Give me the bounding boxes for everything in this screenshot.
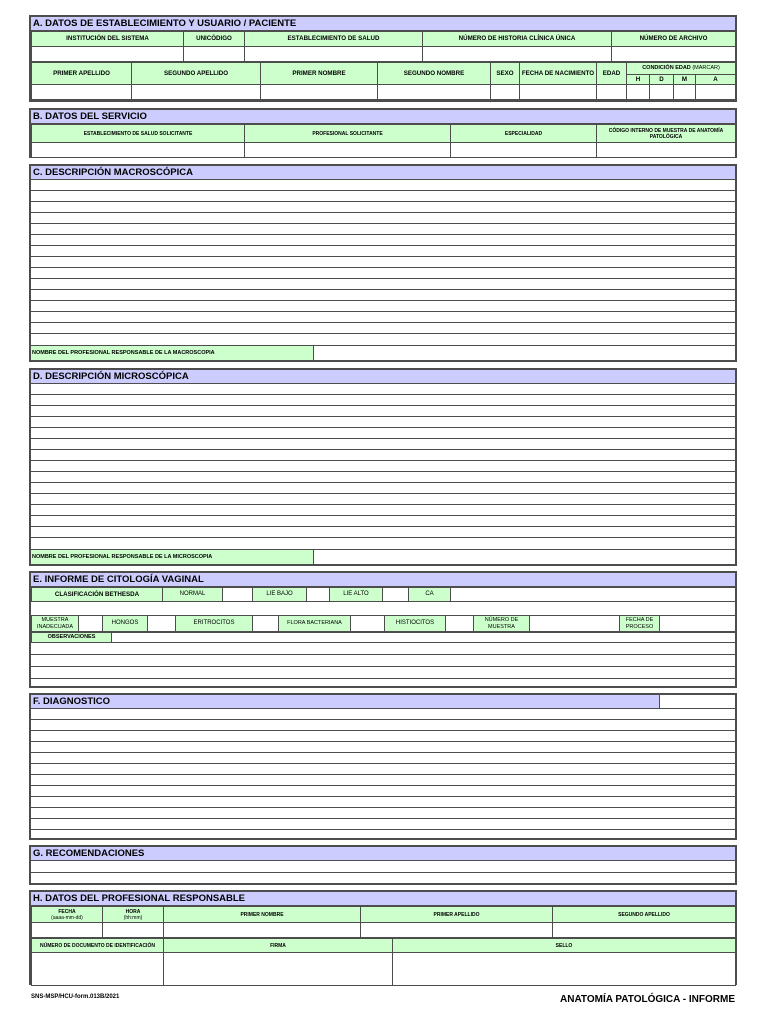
age-days-checkbox[interactable] [650, 85, 674, 100]
section-f-code-field[interactable] [660, 695, 735, 708]
fungi-label: HONGOS [103, 616, 148, 632]
professional-first-surname-label: PRIMER APELLIDO [361, 907, 553, 923]
sample-number-label: NÚMERO DE MUESTRA [474, 616, 530, 632]
archive-number-field[interactable] [612, 47, 736, 62]
section-c [29, 164, 737, 362]
section-f [29, 693, 737, 840]
lie-low-checkbox[interactable] [307, 588, 330, 602]
macroscopy-responsible-label: NOMBRE DEL PROFESIONAL RESPONSABLE DE LA MACROSCOPIA [31, 346, 314, 360]
histiocytes-checkbox[interactable] [446, 616, 474, 632]
lie-low-label: LIE BAJO [253, 588, 307, 602]
professional-first-surname-field[interactable] [361, 923, 553, 938]
section-c-title: C. DESCRIPCIÓN MACROSCÓPICA [31, 166, 735, 180]
service-table [31, 124, 736, 158]
macroscopic-description-area[interactable] [31, 180, 735, 345]
diagnosis-area[interactable] [31, 709, 735, 841]
id-document-label: NÚMERO DE DOCUMENTO DE IDENTIFICACIÓN [32, 939, 164, 953]
age-hours-label: H [627, 75, 650, 85]
microscopic-description-area[interactable] [31, 384, 735, 549]
time-label [103, 907, 164, 923]
section-e [29, 571, 737, 688]
observations-area[interactable] [31, 643, 735, 691]
section-g [29, 845, 737, 885]
second-name-field[interactable] [378, 85, 491, 100]
age-months-checkbox[interactable] [674, 85, 696, 100]
section-g-title: G. RECOMENDACIONES [31, 847, 735, 861]
lie-high-checkbox[interactable] [383, 588, 409, 602]
id-document-field[interactable] [32, 953, 164, 986]
observations-table [31, 632, 736, 643]
bacterial-flora-label: FLORA BACTERIANA [279, 616, 351, 632]
findings-table [31, 615, 736, 632]
requesting-professional-field[interactable] [245, 143, 451, 158]
section-h-title: H. DATOS DEL PROFESIONAL RESPONSABLE [31, 892, 735, 906]
time-label-text: HORA [125, 908, 141, 915]
birth-date-label: FECHA DE NACIMIENTO [520, 63, 597, 85]
recommendations-area[interactable] [31, 861, 735, 884]
age-condition-text: CONDICIÓN EDAD [642, 65, 691, 72]
establishment-label: ESTABLECIMIENTO DE SALUD [245, 32, 423, 47]
age-hours-checkbox[interactable] [627, 85, 650, 100]
internal-sample-code-label: CÓDIGO INTERNO DE MUESTRA DE ANATOMÍA PATOLÓGICA [597, 125, 736, 143]
microscopy-responsible-row [31, 549, 735, 564]
section-b [29, 108, 737, 158]
section-f-title: F. DIAGNOSTICO [31, 695, 660, 708]
professional-signature-table [31, 938, 736, 986]
sample-number-field[interactable] [530, 616, 620, 632]
stamp-label: SELLO [393, 939, 736, 953]
process-date-field[interactable] [660, 616, 736, 632]
patient-id-table [31, 31, 736, 62]
professional-first-name-label: PRIMER NOMBRE [164, 907, 361, 923]
specialty-label: ESPECIALIDAD [451, 125, 597, 143]
section-b-title: B. DATOS DEL SERVICIO [31, 110, 735, 124]
professional-second-surname-field[interactable] [553, 923, 736, 938]
ca-checkbox[interactable] [451, 588, 736, 602]
time-format-hint: (hh:mm) [123, 914, 143, 921]
microscopy-responsible-label: NOMBRE DEL PROFESIONAL RESPONSABLE DE LA MICROSCOPIA [31, 550, 314, 564]
histiocytes-label: HISTIOCITOS [385, 616, 446, 632]
institution-label: INSTITUCIÓN DEL SISTEMA [32, 32, 184, 47]
section-a-title: A. DATOS DE ESTABLECIMIENTO Y USUARIO / PACIENTE [31, 17, 735, 31]
age-condition-label [627, 63, 736, 75]
section-d [29, 368, 737, 566]
professional-second-surname-label: SEGUNDO APELLIDO [553, 907, 736, 923]
time-field[interactable] [103, 923, 164, 938]
sex-field[interactable] [491, 85, 520, 100]
patient-name-table [31, 62, 736, 100]
first-name-field[interactable] [261, 85, 378, 100]
inadequate-sample-label: MUESTRA INADECUADA [32, 616, 79, 632]
inadequate-sample-checkbox[interactable] [79, 616, 103, 632]
specialty-field[interactable] [451, 143, 597, 158]
age-label: EDAD [597, 63, 627, 85]
second-surname-field[interactable] [132, 85, 261, 100]
date-label [32, 907, 103, 923]
normal-label: NORMAL [163, 588, 223, 602]
signature-field[interactable] [164, 953, 393, 986]
clinical-history-label: NÚMERO DE HISTORIA CLÍNICA ÚNICA [423, 32, 612, 47]
section-e-title: E. INFORME DE CITOLOGÍA VAGINAL [31, 573, 735, 587]
establishment-field[interactable] [245, 47, 423, 62]
age-months-label: M [674, 75, 696, 85]
signature-label: FIRMA [164, 939, 393, 953]
age-years-label: A [696, 75, 736, 85]
unicodigo-label: UNICÓDIGO [184, 32, 245, 47]
age-field[interactable] [597, 85, 627, 100]
microscopy-responsible-field[interactable] [314, 550, 735, 564]
section-f-title-row [31, 695, 735, 709]
age-condition-mark-note: (MARCAR) [692, 65, 720, 72]
second-surname-label: SEGUNDO APELLIDO [132, 63, 261, 85]
requesting-establishment-label: ESTABLECIMIENTO DE SALUD SOLICITANTE [32, 125, 245, 143]
date-label-text: FECHA [58, 908, 76, 915]
sex-label: SEXO [491, 63, 520, 85]
observations-field-1[interactable] [112, 633, 736, 643]
unicodigo-field[interactable] [184, 47, 245, 62]
ca-label: CA [409, 588, 451, 602]
form-name: ANATOMÍA PATOLÓGICA - INFORME [560, 994, 735, 1005]
bethesda-table [31, 587, 736, 602]
section-d-title: D. DESCRIPCIÓN MICROSCÓPICA [31, 370, 735, 384]
first-surname-label: PRIMER APELLIDO [32, 63, 132, 85]
requesting-establishment-field[interactable] [32, 143, 245, 158]
professional-first-name-field[interactable] [164, 923, 361, 938]
section-a [29, 15, 737, 102]
citology-spacer [31, 602, 735, 615]
institution-field[interactable] [32, 47, 184, 62]
professional-table [31, 906, 736, 938]
requesting-professional-label: PROFESIONAL SOLICITANTE [245, 125, 451, 143]
stamp-field[interactable] [393, 953, 736, 986]
first-surname-field[interactable] [32, 85, 132, 100]
bacterial-flora-checkbox[interactable] [351, 616, 385, 632]
date-field[interactable] [32, 923, 103, 938]
form-code: SNS-MSP/HCU-form.013B/2021 [31, 994, 120, 1000]
clinical-history-field[interactable] [423, 47, 612, 62]
age-years-checkbox[interactable] [696, 85, 736, 100]
normal-checkbox[interactable] [223, 588, 253, 602]
bethesda-label: CLASIFICACIÓN BETHESDA [32, 588, 163, 602]
fungi-checkbox[interactable] [148, 616, 176, 632]
age-days-label: D [650, 75, 674, 85]
macroscopy-responsible-field[interactable] [314, 346, 735, 360]
macroscopy-responsible-row [31, 345, 735, 360]
date-format-hint: (aaaa-mm-dd) [51, 914, 83, 921]
second-name-label: SEGUNDO NOMBRE [378, 63, 491, 85]
section-h [29, 890, 737, 985]
erythrocytes-checkbox[interactable] [253, 616, 279, 632]
archive-number-label: NÚMERO DE ARCHIVO [612, 32, 736, 47]
process-date-label: FECHA DE PROCESO [620, 616, 660, 632]
lie-high-label: LIE ALTO [330, 588, 383, 602]
observations-label: OBSERVACIONES [32, 633, 112, 643]
erythrocytes-label: ERITROCITOS [176, 616, 253, 632]
birth-date-field[interactable] [520, 85, 597, 100]
first-name-label: PRIMER NOMBRE [261, 63, 378, 85]
internal-sample-code-field[interactable] [597, 143, 736, 158]
